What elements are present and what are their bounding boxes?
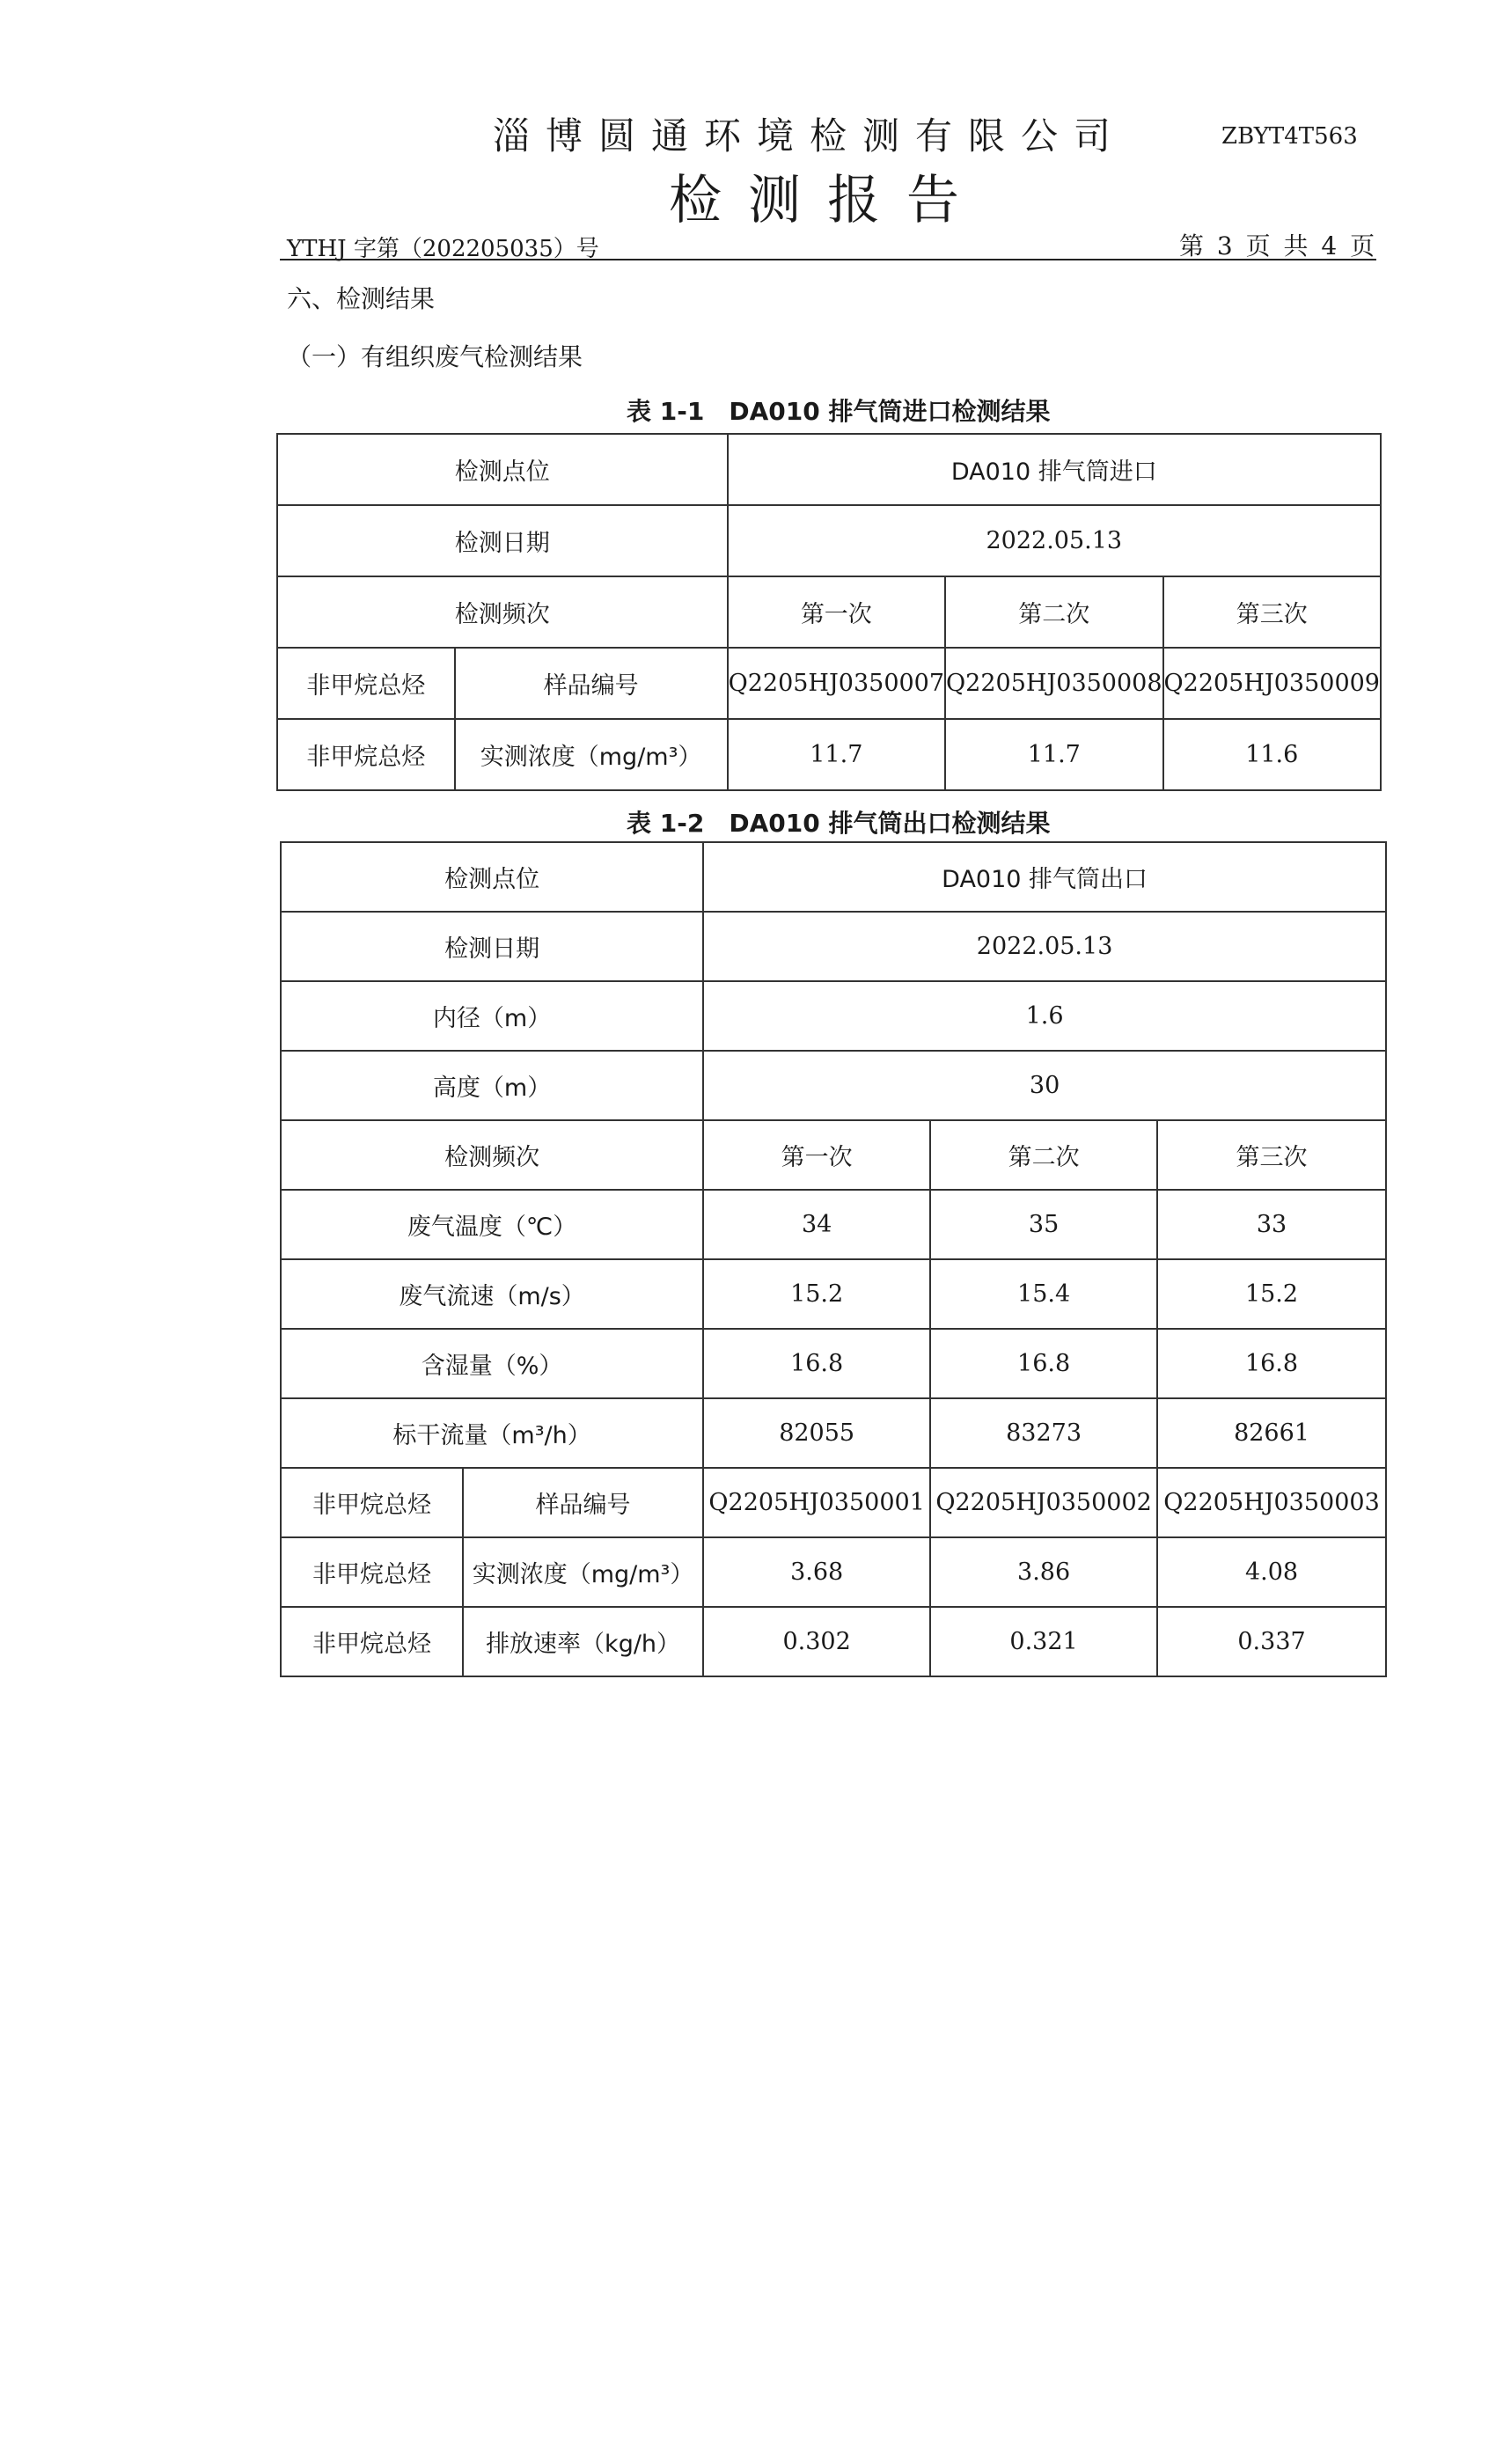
table-row xyxy=(281,1607,1386,1676)
label-cell: 含湿量（%） xyxy=(281,1329,703,1398)
value-cell: Q2205HJ0350009 xyxy=(1163,648,1381,719)
label-cell: 检测日期 xyxy=(277,505,728,576)
table-row xyxy=(281,1259,1386,1329)
value-cell: Q2205HJ0350003 xyxy=(1157,1468,1386,1537)
section-heading-organized-gas: （一）有组织废气检测结果 xyxy=(287,342,583,371)
label-cell: 检测点位 xyxy=(281,842,703,912)
value-cell: 15.2 xyxy=(1157,1259,1386,1329)
company-name: 淄博圆通环境检测有限公司 xyxy=(493,114,1127,158)
label-cell: 排放速率（kg/h） xyxy=(463,1607,703,1676)
value-cell: 15.2 xyxy=(703,1259,930,1329)
value-cell: 34 xyxy=(703,1190,930,1259)
value-cell: DA010 排气筒出口 xyxy=(703,842,1386,912)
value-cell: 83273 xyxy=(930,1398,1157,1468)
item-cell: 非甲烷总烃 xyxy=(277,648,455,719)
value-cell: 2022.05.13 xyxy=(703,912,1386,981)
table1-caption: 表 1-1 DA010 排气筒进口检测结果 xyxy=(627,397,1051,426)
table-row xyxy=(277,648,1381,719)
table-row xyxy=(281,842,1386,912)
header-cell: 第三次 xyxy=(1157,1120,1386,1190)
table-row xyxy=(281,912,1386,981)
item-cell: 非甲烷总烃 xyxy=(281,1468,463,1537)
label-cell: 实测浓度（mg/m³） xyxy=(455,719,728,790)
label-cell: 实测浓度（mg/m³） xyxy=(463,1537,703,1607)
report-number: YTHJ 字第（202205035）号 xyxy=(287,236,599,262)
label-cell: 内径（m） xyxy=(281,981,703,1051)
value-cell: Q2205HJ0350008 xyxy=(945,648,1162,719)
table-row xyxy=(277,505,1381,576)
value-cell: 35 xyxy=(930,1190,1157,1259)
table-row xyxy=(277,576,1381,648)
item-cell: 非甲烷总烃 xyxy=(281,1537,463,1607)
value-cell: 82055 xyxy=(703,1398,930,1468)
outlet-results-table xyxy=(280,841,1387,1677)
value-cell: 33 xyxy=(1157,1190,1386,1259)
label-cell: 高度（m） xyxy=(281,1051,703,1120)
value-cell: 11.6 xyxy=(1163,719,1381,790)
label-cell: 样品编号 xyxy=(463,1468,703,1537)
value-cell: 11.7 xyxy=(728,719,945,790)
value-cell: Q2205HJ0350001 xyxy=(703,1468,930,1537)
table-row xyxy=(281,1120,1386,1190)
label-cell: 标干流量（m³/h） xyxy=(281,1398,703,1468)
value-cell: DA010 排气筒进口 xyxy=(728,434,1381,505)
label-cell: 废气流速（m/s） xyxy=(281,1259,703,1329)
value-cell: 0.321 xyxy=(930,1607,1157,1676)
label-cell: 检测频次 xyxy=(277,576,728,648)
header-cell: 第一次 xyxy=(703,1120,930,1190)
report-title: 检测报告 xyxy=(669,170,986,231)
value-cell: 11.7 xyxy=(945,719,1162,790)
value-cell: 0.337 xyxy=(1157,1607,1386,1676)
header-divider xyxy=(280,259,1376,260)
table-row xyxy=(281,981,1386,1051)
table-row xyxy=(281,1468,1386,1537)
table-row xyxy=(277,719,1381,790)
table-row xyxy=(281,1329,1386,1398)
label-cell: 检测频次 xyxy=(281,1120,703,1190)
header-cell: 第三次 xyxy=(1163,576,1381,648)
value-cell: Q2205HJ0350007 xyxy=(728,648,945,719)
table-row xyxy=(281,1398,1386,1468)
value-cell: 16.8 xyxy=(1157,1329,1386,1398)
header-cell: 第二次 xyxy=(930,1120,1157,1190)
value-cell: 3.86 xyxy=(930,1537,1157,1607)
value-cell: 4.08 xyxy=(1157,1537,1386,1607)
value-cell: 16.8 xyxy=(703,1329,930,1398)
label-cell: 样品编号 xyxy=(455,648,728,719)
table-row xyxy=(281,1537,1386,1607)
value-cell: 3.68 xyxy=(703,1537,930,1607)
item-cell: 非甲烷总烃 xyxy=(277,719,455,790)
table2-caption: 表 1-2 DA010 排气筒出口检测结果 xyxy=(627,809,1051,838)
label-cell: 检测点位 xyxy=(277,434,728,505)
value-cell: 15.4 xyxy=(930,1259,1157,1329)
label-cell: 废气温度（℃） xyxy=(281,1190,703,1259)
value-cell: 1.6 xyxy=(703,981,1386,1051)
value-cell: 2022.05.13 xyxy=(728,505,1381,576)
value-cell: 30 xyxy=(703,1051,1386,1120)
value-cell: Q2205HJ0350002 xyxy=(930,1468,1157,1537)
table-row xyxy=(277,434,1381,505)
section-heading-results: 六、检测结果 xyxy=(287,284,436,313)
label-cell: 检测日期 xyxy=(281,912,703,981)
table-row xyxy=(281,1190,1386,1259)
value-cell: 16.8 xyxy=(930,1329,1157,1398)
header-cell: 第二次 xyxy=(945,576,1162,648)
document-code: ZBYT4T563 xyxy=(1221,123,1358,150)
item-cell: 非甲烷总烃 xyxy=(281,1607,463,1676)
value-cell: 0.302 xyxy=(703,1607,930,1676)
inlet-results-table xyxy=(276,433,1382,791)
header-cell: 第一次 xyxy=(728,576,945,648)
table-row xyxy=(281,1051,1386,1120)
value-cell: 82661 xyxy=(1157,1398,1386,1468)
page-info: 第 3 页 共 4 页 xyxy=(1179,231,1378,260)
